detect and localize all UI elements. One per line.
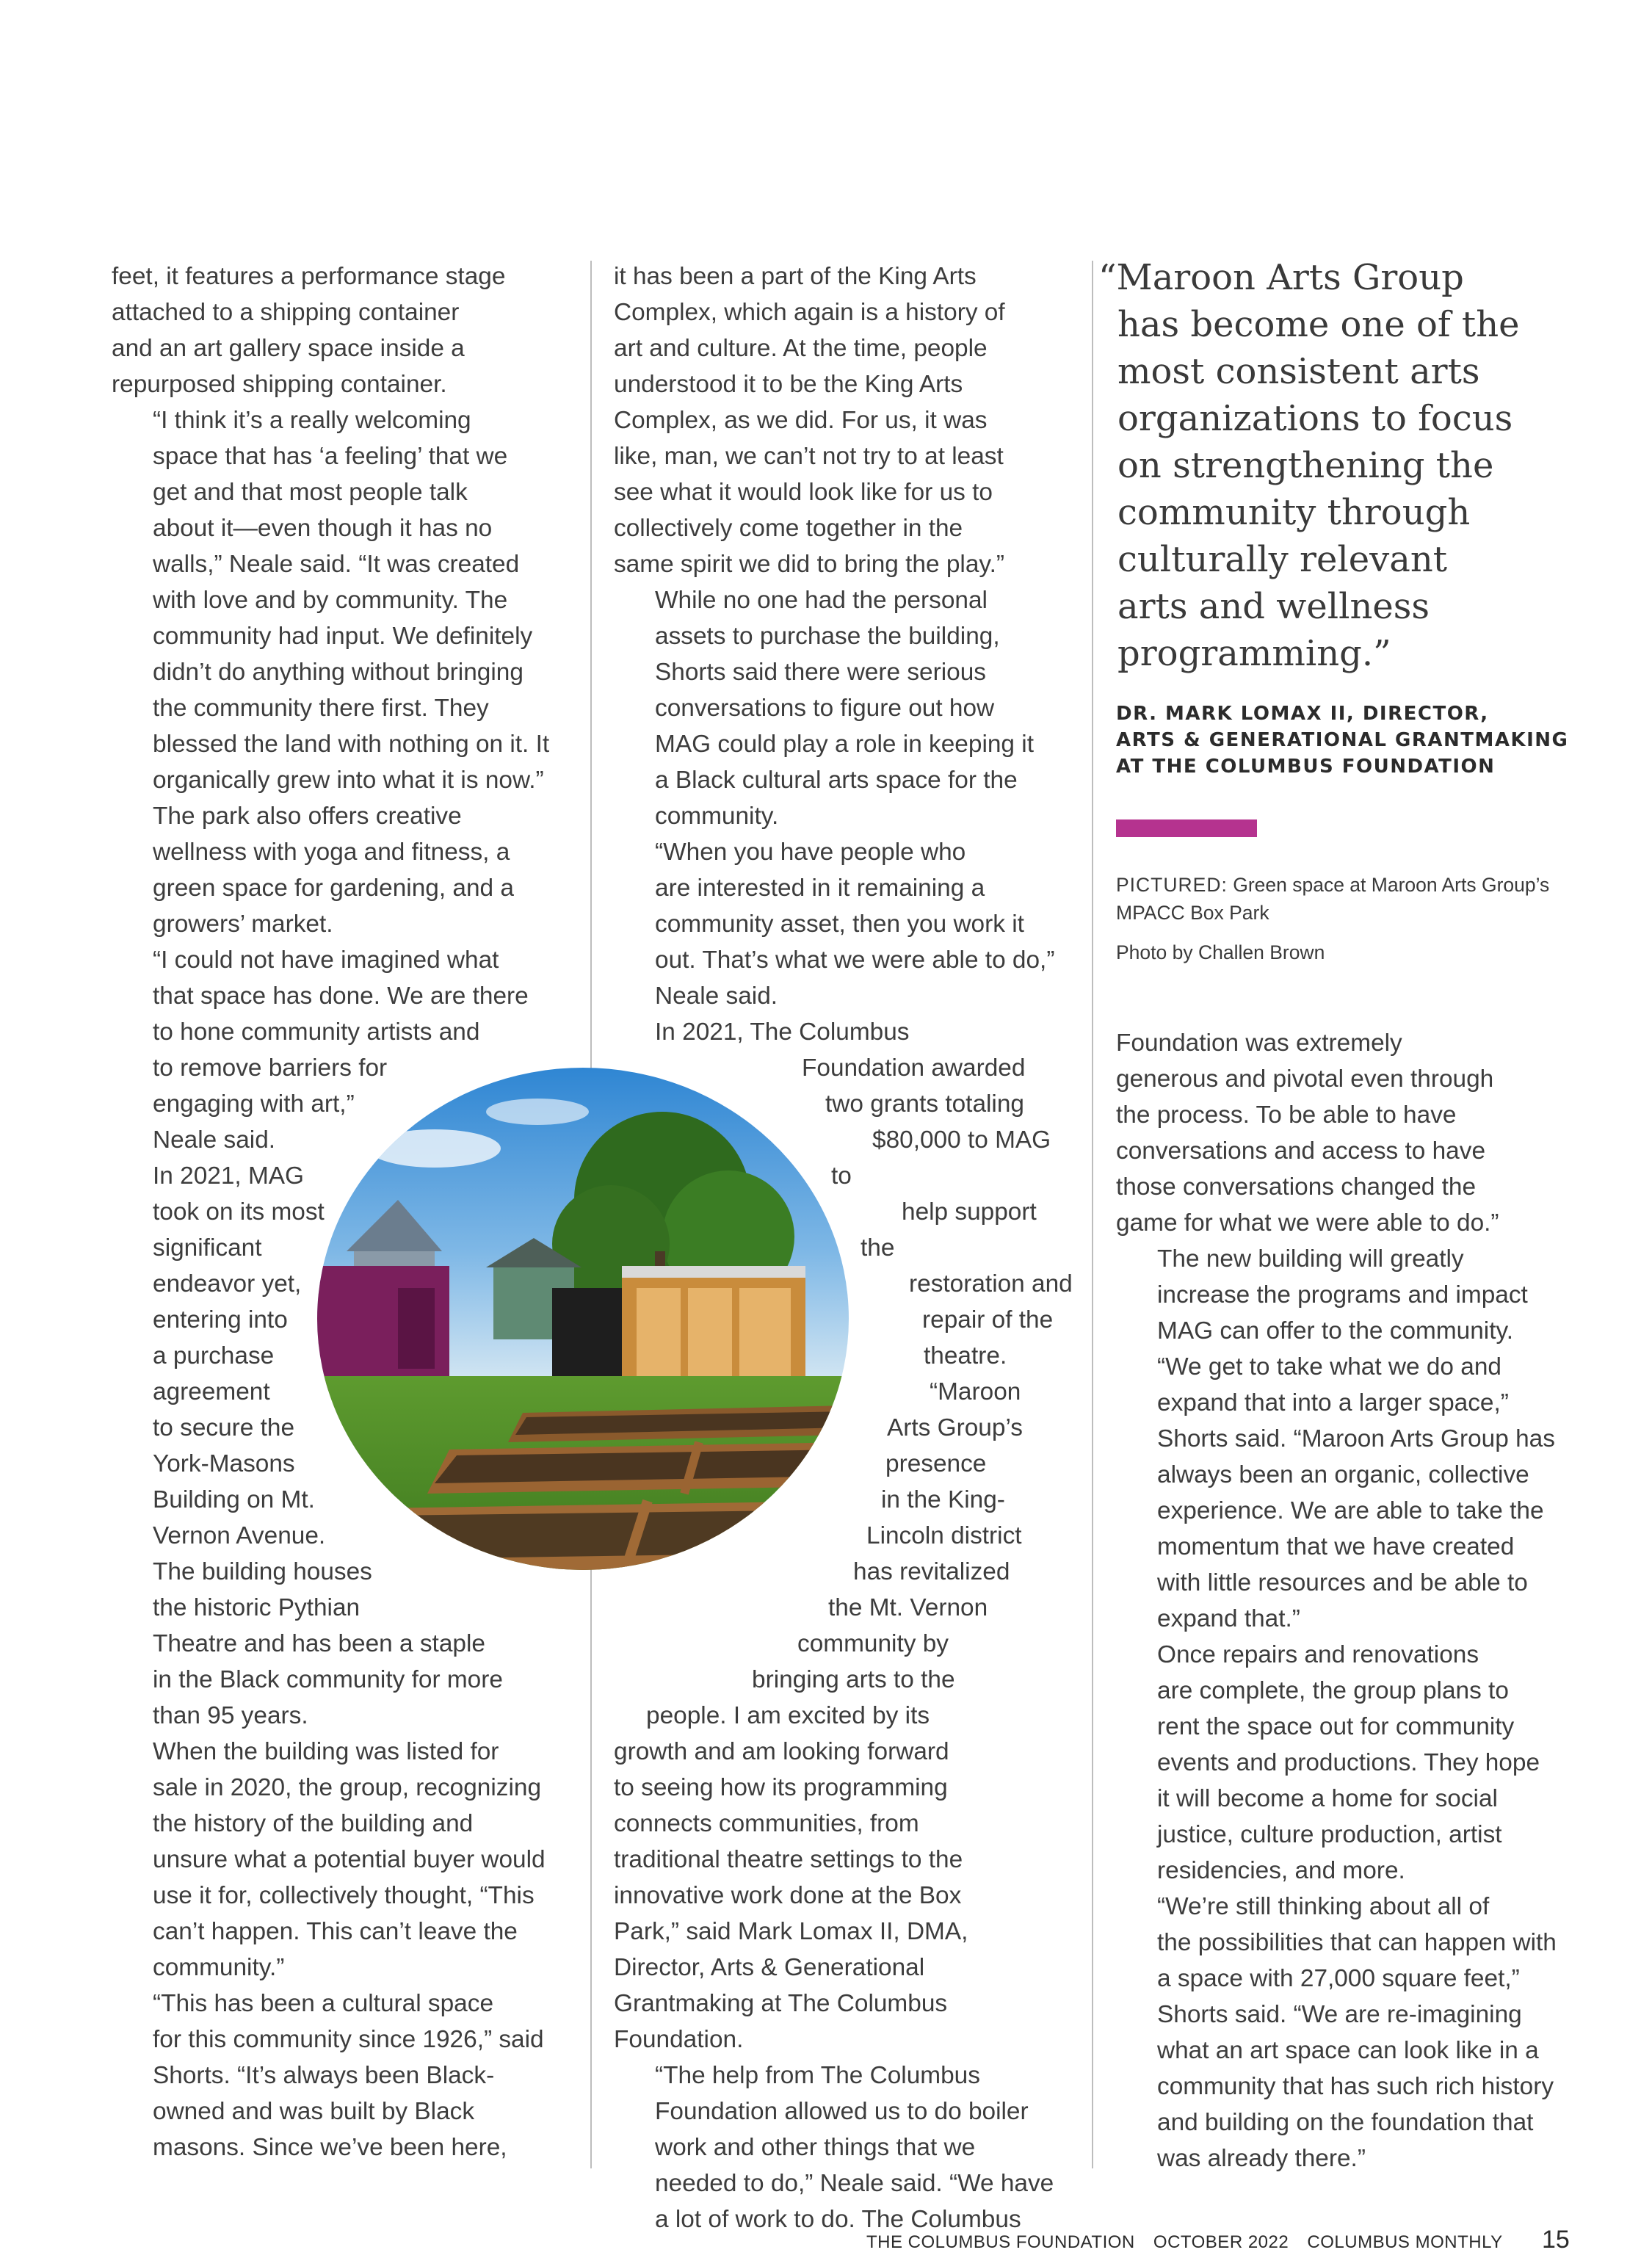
column-divider <box>1092 261 1093 2168</box>
text-line: people. I am excited by its <box>646 1702 930 1729</box>
text-line: increase the programs and impact <box>1157 1281 1528 1309</box>
text-line: While no one had the personal <box>655 587 988 614</box>
article-column-3 <box>1116 1025 1586 2176</box>
text-line: Complex, which again is a history of <box>614 299 1005 326</box>
text-line: “We’re still thinking about all of <box>1157 1893 1490 1920</box>
paragraph <box>112 798 567 942</box>
text-line: are interested in it remaining a <box>655 875 985 902</box>
text-line: The park also offers creative <box>153 803 462 830</box>
attribution-line: DR. MARK LOMAX II, DIRECTOR, <box>1116 703 1489 725</box>
text-line: rent the space out for community <box>1157 1713 1515 1740</box>
text-line: out. That’s what we were able to do,” <box>655 947 1055 974</box>
pull-quote-line: programming.” <box>1117 633 1391 674</box>
text-line: Theatre and has been a staple <box>153 1630 485 1657</box>
text-line: owned and was built by Black <box>153 2098 475 2125</box>
footer-org: THE COLUMBUS FOUNDATION <box>866 2232 1135 2252</box>
paragraph <box>1116 1889 1586 2176</box>
text-line: use it for, collectively thought, “This <box>153 1882 535 1909</box>
text-line: to remove barriers for <box>153 1054 388 1082</box>
text-line: can’t happen. This can’t leave the <box>153 1918 518 1945</box>
text-line: and an art gallery space inside a <box>112 335 465 362</box>
text-line: art and culture. At the time, people <box>614 335 988 362</box>
pull-quote-line: “Maroon Arts Group <box>1098 257 1464 298</box>
text-line: help support the <box>861 1198 1037 1262</box>
text-line: green space for gardening, and a <box>153 875 514 902</box>
text-line: for this community since 1926,” said <box>153 2026 544 2053</box>
text-line: expand that.” <box>1157 1605 1300 1632</box>
text-line: “This has been a cultural space <box>153 1990 494 2017</box>
text-line: community that has such rich history <box>1157 2073 1554 2100</box>
footer-publication: COLUMBUS MONTHLY <box>1307 2232 1503 2252</box>
text-line: in the King- <box>881 1486 1005 1513</box>
text-line: The new building will greatly <box>1157 1245 1464 1273</box>
text-line: feet, it features a performance stage <box>112 263 506 290</box>
text-line: game for what we were able to do.” <box>1116 1209 1499 1237</box>
text-line: what an art space can look like in a <box>1157 2037 1539 2064</box>
text-line: In 2021, MAG <box>153 1162 305 1190</box>
text-line: Foundation was extremely <box>1116 1030 1402 1057</box>
text-line: see what it would look like for us to <box>614 479 993 506</box>
text-line: community. <box>655 803 779 830</box>
text-line: significant <box>153 1234 262 1262</box>
text-line: experience. We are able to take the <box>1157 1497 1544 1524</box>
pull-quote-line: community through <box>1117 492 1471 533</box>
text-line: theatre. <box>924 1342 1007 1369</box>
text-line: that space has done. We are there <box>153 983 529 1010</box>
attribution-line: AT THE COLUMBUS FOUNDATION <box>1116 756 1496 778</box>
text-line: wellness with yoga and fitness, a <box>153 839 510 866</box>
page-footer <box>866 2229 1516 2256</box>
text-line: Neale said. <box>655 983 778 1010</box>
text-line: MAG could play a role in keeping it <box>655 731 1034 758</box>
text-line: sale in 2020, the group, recognizing <box>153 1774 542 1801</box>
text-line: Neale said. <box>153 1126 276 1154</box>
text-line: assets to purchase the building, <box>655 623 1000 650</box>
text-line: the process. To be able to have <box>1116 1101 1457 1129</box>
text-line: community asset, then you work it <box>655 911 1024 938</box>
text-line: in the Black community for more <box>153 1666 503 1693</box>
text-line: Once repairs and renovations <box>1157 1641 1479 1668</box>
text-line: The building houses <box>153 1558 372 1585</box>
text-line: than 95 years. <box>153 1702 308 1729</box>
pull-quote-line: most consistent arts <box>1117 351 1480 392</box>
text-line: about it—even though it has no <box>153 515 493 542</box>
text-line: community by <box>797 1630 949 1657</box>
text-line: engaging with art,” <box>153 1090 355 1118</box>
text-line: the possibilities that can happen with <box>1157 1929 1557 1956</box>
text-line: residencies, and more. <box>1157 1857 1405 1884</box>
text-line: a purchase <box>153 1342 275 1369</box>
paragraph <box>112 258 567 402</box>
text-line: growth and am looking forward <box>614 1738 949 1765</box>
text-line: traditional theatre settings to the <box>614 1846 963 1873</box>
attribution-line: ARTS & GENERATIONAL GRANTMAKING <box>1116 729 1569 751</box>
text-line: walls,” Neale said. “It was created <box>153 551 520 578</box>
paragraph <box>614 258 1076 582</box>
text-line: presence <box>885 1450 987 1477</box>
text-line: Park,” said Mark Lomax II, DMA, <box>614 1918 968 1945</box>
text-line: to seeing how its programming <box>614 1774 948 1801</box>
text-line: Foundation allowed us to do boiler <box>655 2098 1029 2125</box>
paragraph <box>614 834 1076 1014</box>
text-line: needed to do,” Neale said. “We have <box>655 2170 1054 2197</box>
paragraph <box>1116 1025 1586 1241</box>
text-line: to secure the <box>153 1414 295 1441</box>
text-line: space that has ‘a feeling’ that we <box>153 443 508 470</box>
text-line: conversations to figure out how <box>655 695 995 722</box>
footer-date: OCTOBER 2022 <box>1153 2232 1289 2252</box>
text-line: generous and pivotal even through <box>1116 1065 1494 1093</box>
text-line: organically grew into what it is now.” <box>153 767 544 794</box>
text-line: “Maroon <box>930 1378 1021 1405</box>
pull-quote-line: on strengthening the <box>1117 445 1494 486</box>
pull-quote-line: arts and wellness <box>1117 586 1430 627</box>
paragraph <box>112 402 567 798</box>
text-line: innovative work done at the Box <box>614 1882 962 1909</box>
paragraph <box>1116 1349 1586 1637</box>
text-line: a space with 27,000 square feet,” <box>1157 1965 1520 1992</box>
text-line: Foundation awarded <box>802 1054 1026 1082</box>
text-line: it has been a part of the King Arts <box>614 263 977 290</box>
paragraph <box>1116 1241 1586 1349</box>
text-line: conversations and access to have <box>1116 1137 1486 1165</box>
text-line: justice, culture production, artist <box>1157 1821 1502 1848</box>
text-line: a lot of work to do. The Columbus <box>655 2206 1021 2233</box>
text-line: those conversations changed the <box>1116 1173 1477 1201</box>
text-line: same spirit we did to bring the play.” <box>614 551 1005 578</box>
text-line: like, man, we can’t not try to at least <box>614 443 1004 470</box>
text-line: Building on Mt. <box>153 1486 315 1513</box>
text-line: MAG can offer to the community. <box>1157 1317 1513 1345</box>
text-line: and building on the foundation that <box>1157 2109 1534 2136</box>
text-line: Arts Group’s <box>887 1414 1023 1441</box>
text-line: it will become a home for social <box>1157 1785 1498 1812</box>
text-line: Foundation. <box>614 2026 744 2053</box>
text-line: the Mt. Vernon <box>828 1594 988 1621</box>
text-line: Shorts. “It’s always been Black- <box>153 2062 495 2089</box>
text-line: “When you have people who <box>655 839 966 866</box>
text-line: $80,000 to MAG to <box>831 1126 1051 1190</box>
page-number: 15 <box>1542 2226 1570 2254</box>
text-line: unsure what a potential buyer would <box>153 1846 546 1873</box>
text-line: masons. Since we’ve been here, <box>153 2134 507 2161</box>
text-line: didn’t do anything without bringing <box>153 659 524 686</box>
pull-quote-line: culturally relevant <box>1117 539 1448 580</box>
paragraph <box>112 1734 567 1986</box>
text-line: Shorts said there were serious <box>655 659 986 686</box>
text-line: Shorts said. “Maroon Arts Group has <box>1157 1425 1555 1452</box>
quote-attribution <box>1116 701 1586 780</box>
text-line: the historic Pythian <box>153 1594 361 1621</box>
text-line: York-Masons <box>153 1450 295 1477</box>
text-line: to hone community artists and <box>153 1018 480 1046</box>
text-line: attached to a shipping container <box>112 299 460 326</box>
text-line: endeavor yet, <box>153 1270 302 1298</box>
paragraph <box>614 2058 1076 2237</box>
text-line: blessed the land with nothing on it. It <box>153 731 550 758</box>
text-line: “We get to take what we do and <box>1157 1353 1501 1381</box>
text-line: are complete, the group plans to <box>1157 1677 1509 1704</box>
caption-label: PICTURED: <box>1116 874 1228 896</box>
text-line: with little resources and be able to <box>1157 1569 1528 1596</box>
caption-text: Green space at Maroon Arts Group’s MPACC Box Park <box>1116 874 1550 924</box>
pull-quote-line: organizations to focus <box>1117 398 1513 439</box>
text-line: understood it to be the King Arts <box>614 371 963 398</box>
text-line: work and other things that we <box>655 2134 976 2161</box>
accent-bar <box>1116 819 1257 837</box>
text-line: “I think it’s a really welcoming <box>153 407 471 434</box>
photo-credit: Photo by Challen Brown <box>1116 941 1325 963</box>
text-line: Lincoln district <box>866 1522 1022 1549</box>
text-line: community.” <box>153 1954 285 1981</box>
text-line: community had input. We definitely <box>153 623 533 650</box>
text-line: get and that most people talk <box>153 479 468 506</box>
text-line: momentum that we have created <box>1157 1533 1515 1560</box>
text-line: always been an organic, collective <box>1157 1461 1529 1488</box>
text-line: Vernon Avenue. <box>153 1522 326 1549</box>
paragraph <box>1116 1637 1586 1889</box>
text-line: events and productions. They hope <box>1157 1749 1540 1776</box>
text-line: entering into <box>153 1306 288 1334</box>
text-line: When the building was listed for <box>153 1738 499 1765</box>
text-line: restoration and <box>909 1270 1073 1298</box>
text-line: was already there.” <box>1157 2145 1366 2172</box>
box-park-photo <box>317 1068 849 1570</box>
paragraph <box>614 582 1076 834</box>
text-line: Shorts said. “We are re-imagining <box>1157 2001 1522 2028</box>
text-line: expand that into a larger space,” <box>1157 1389 1509 1416</box>
text-line: has revitalized <box>853 1558 1010 1585</box>
text-line: bringing arts to the <box>752 1666 955 1693</box>
text-line: In 2021, The Columbus <box>655 1018 910 1046</box>
text-line: repair of the <box>922 1306 1054 1334</box>
text-line: the community there first. They <box>153 695 489 722</box>
paragraph <box>112 1986 567 2165</box>
text-line: “I could not have imagined what <box>153 947 499 974</box>
text-line: the history of the building and <box>153 1810 474 1837</box>
text-line: repurposed shipping container. <box>112 371 447 398</box>
text-line: connects communities, from <box>614 1810 919 1837</box>
text-line: Director, Arts & Generational <box>614 1954 925 1981</box>
text-line: growers’ market. <box>153 911 333 938</box>
pull-quote <box>1098 254 1598 677</box>
photo-caption <box>1116 871 1571 927</box>
text-line: a Black cultural arts space for the <box>655 767 1018 794</box>
text-line: with love and by community. The <box>153 587 508 614</box>
text-line: collectively come together in the <box>614 515 963 542</box>
text-line: Grantmaking at The Columbus <box>614 1990 948 2017</box>
text-line: “The help from The Columbus <box>655 2062 980 2089</box>
text-line: Complex, as we did. For us, it was <box>614 407 988 434</box>
text-line: two grants totaling <box>825 1090 1024 1118</box>
pull-quote-line: has become one of the <box>1117 304 1520 345</box>
text-line: took on its most <box>153 1198 325 1226</box>
text-line: agreement <box>153 1378 270 1405</box>
